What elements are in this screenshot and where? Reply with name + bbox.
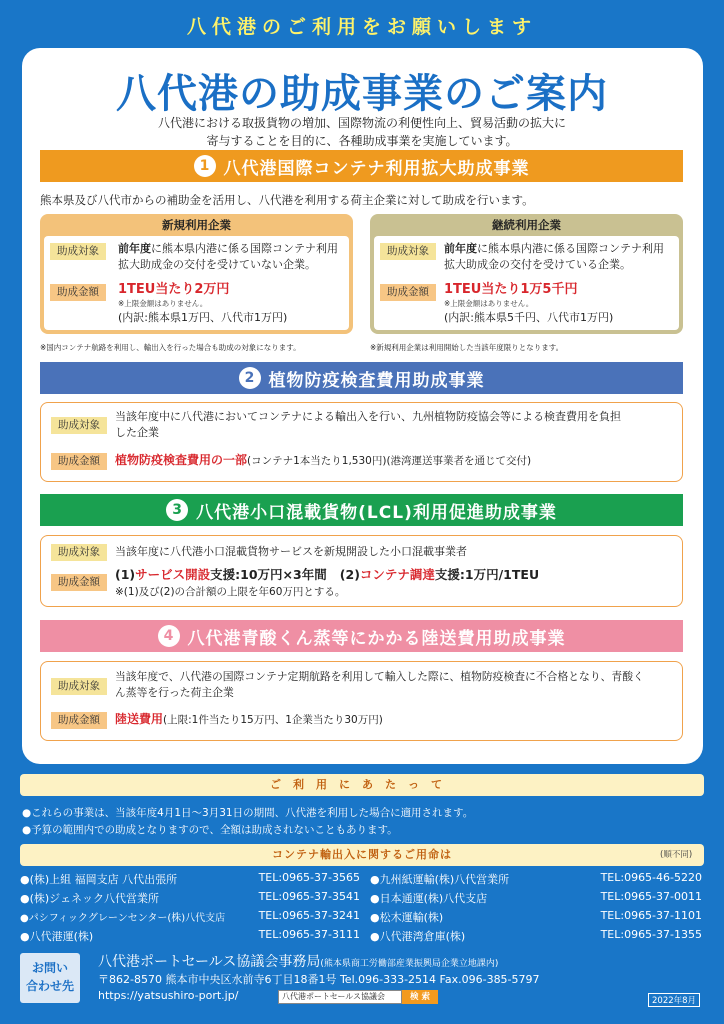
section-number-badge: 3 xyxy=(166,499,188,521)
section-number-badge: 1 xyxy=(194,155,216,177)
section1-lead: 熊本県及び八代市からの補助金を活用し、八代港を利用する荷主企業に対して助成を行います。 xyxy=(40,193,534,207)
section3-target-text: 当該年度に八代港小口混載貨物サービスを新規開設した小口混載事業者 xyxy=(115,545,467,558)
issue-date: 2022年8月 xyxy=(648,993,700,1007)
contact-item: ●パシフィックグレーンセンター(株)八代支店 TEL:0965-37-3241 xyxy=(20,909,360,924)
page-title: 八代港の助成事業のご案内 xyxy=(116,71,608,117)
target-tag: 助成対象 xyxy=(51,678,107,695)
section2-title: 植物防疫検査費用助成事業 xyxy=(268,370,485,391)
section4-header xyxy=(40,620,683,652)
section-number-badge: 2 xyxy=(239,367,261,389)
search-button[interactable]: 検 索 xyxy=(402,990,438,1004)
target-tag: 助成対象 xyxy=(380,243,436,260)
section2-box xyxy=(40,402,683,482)
continuing-user-body xyxy=(374,236,679,330)
contact-item: ●日本通運(株)八代支店 TEL:0965-37-0011 xyxy=(370,890,702,905)
new-user-body xyxy=(44,236,349,330)
notice-line-1: ●これらの事業は、当該年度4月1日～3月31日の期間、八代港を利用した場合に適用されます。 xyxy=(22,807,474,819)
cont-breakdown: (内訳:熊本県5千円、八代市1万円) xyxy=(444,311,614,324)
contact-item: ●八代港湾倉庫(株) TEL:0965-37-1355 xyxy=(370,928,702,943)
section3-box xyxy=(40,535,683,607)
continuing-user-box xyxy=(370,214,683,334)
new-amount: 1TEU当たり2万円 xyxy=(118,282,230,297)
new-user-title: 新規利用企業 xyxy=(162,218,231,232)
new-limit: ※上限金額はありません。 xyxy=(118,299,208,308)
contact-item: ●九州紙運輸(株)八代営業所 TEL:0965-46-5220 xyxy=(370,871,702,886)
contact-item: ●(株)ジェネック八代営業所 TEL:0965-37-3541 xyxy=(20,890,360,905)
amount-tag: 助成金額 xyxy=(50,284,106,301)
section3-header xyxy=(40,494,683,526)
inquiry-badge: お問い 合わせ先 xyxy=(20,953,80,1003)
section3-amount-note: ※(1)及び(2)の合計額の上限を年60万円とする。 xyxy=(115,586,346,598)
notice-header: ご利用にあたって xyxy=(20,774,704,796)
amount-tag: 助成金額 xyxy=(51,574,107,591)
org-address: 〒862-8570 熊本市中央区水前寺6丁目18番1号 Tel.096-333-2514 Fax.096-385-5797 xyxy=(98,973,540,986)
section3-amount: (1)サービス開設支援:10万円×3年間 (2)コンテナ調達支援:1万円/1TEU xyxy=(115,567,540,582)
target-tag: 助成対象 xyxy=(50,243,106,260)
section2-amount: 植物防疫検査費用の一部(コンテナ1本当たり1,530円)(港湾運送事業者を通じて交付) xyxy=(115,453,532,467)
contacts-header: コンテナ輸出入に関するご用命は xyxy=(20,844,704,866)
search-box[interactable]: 八代港ポートセールス協議会 xyxy=(278,990,402,1004)
org-url[interactable]: https://yatsushiro-port.jp/ xyxy=(98,989,239,1002)
org-name: 八代港ポートセールス協議会事務局(熊本県商工労働部産業振興局企業立地課内) xyxy=(98,954,499,970)
cont-note: ※新規利用企業は利用開始した当該年度限りとなります。 xyxy=(370,343,564,352)
new-target-text: 前年度に熊本県内港に係る国際コンテナ利用 拡大助成金の交付を受けていない企業。 xyxy=(118,242,338,271)
section2-header xyxy=(40,362,683,394)
amount-tag: 助成金額 xyxy=(380,284,436,301)
amount-tag: 助成金額 xyxy=(51,453,107,470)
cont-target-text: 前年度に熊本県内港に係る国際コンテナ利用 拡大助成金の交付を受けている企業。 xyxy=(444,242,664,271)
cont-amount: 1TEU当たり1万5千円 xyxy=(444,282,578,297)
new-note: ※国内コンテナ航路を利用し、輸出入を行った場合も助成の対象になります。 xyxy=(40,343,301,352)
section4-target-text: 当該年度で、八代港の国際コンテナ定期航路を利用して輸入した際に、植物防疫検査に不合格となり、青酸く ん蒸等を行った荷主企業 xyxy=(115,670,644,699)
target-tag: 助成対象 xyxy=(51,544,107,561)
section4-amount: 陸送費用(上限:1件当たり15万円、1企業当たり30万円) xyxy=(115,712,383,726)
intro-line-1: 八代港における取扱貨物の増加、国際物流の利便性向上、貿易活動の拡大に xyxy=(157,116,566,130)
section-number-badge: 4 xyxy=(158,625,180,647)
new-user-box xyxy=(40,214,353,334)
section1-title: 八代港国際コンテナ利用拡大助成事業 xyxy=(223,158,530,179)
contact-item: ●八代港運(株) TEL:0965-37-3111 xyxy=(20,928,360,943)
section4-title: 八代港青酸くん蒸等にかかる陸送費用助成事業 xyxy=(187,628,566,649)
cont-limit: ※上限金額はありません。 xyxy=(444,299,534,308)
section2-target-text: 当該年度中に八代港においてコンテナによる輸出入を行い、九州植物防疫協会等による検査費用を負担 した企業 xyxy=(115,410,621,439)
notice-line-2: ●予算の範囲内での助成となりますので、全額は助成されないこともあります。 xyxy=(22,824,398,836)
amount-tag: 助成金額 xyxy=(51,712,107,729)
section1-header xyxy=(40,150,683,182)
intro-line-2: 寄与することを目的に、各種助成事業を実施しています。 xyxy=(206,134,518,148)
order-note: (順不同) xyxy=(660,850,693,860)
top-banner: 八代港のご利用をお願いします xyxy=(186,15,537,38)
contact-item: ●松木運輸(株) TEL:0965-37-1101 xyxy=(370,909,702,924)
intro-text xyxy=(0,114,724,150)
section3-title: 八代港小口混載貨物(LCL)利用促進助成事業 xyxy=(196,502,557,523)
contact-item: ●(株)上組 福岡支店 八代出張所 TEL:0965-37-3565 xyxy=(20,871,360,886)
target-tag: 助成対象 xyxy=(51,417,107,434)
new-breakdown: (内訳:熊本県1万円、八代市1万円) xyxy=(118,311,288,324)
section4-box xyxy=(40,661,683,741)
continuing-user-title: 継続利用企業 xyxy=(492,218,561,232)
